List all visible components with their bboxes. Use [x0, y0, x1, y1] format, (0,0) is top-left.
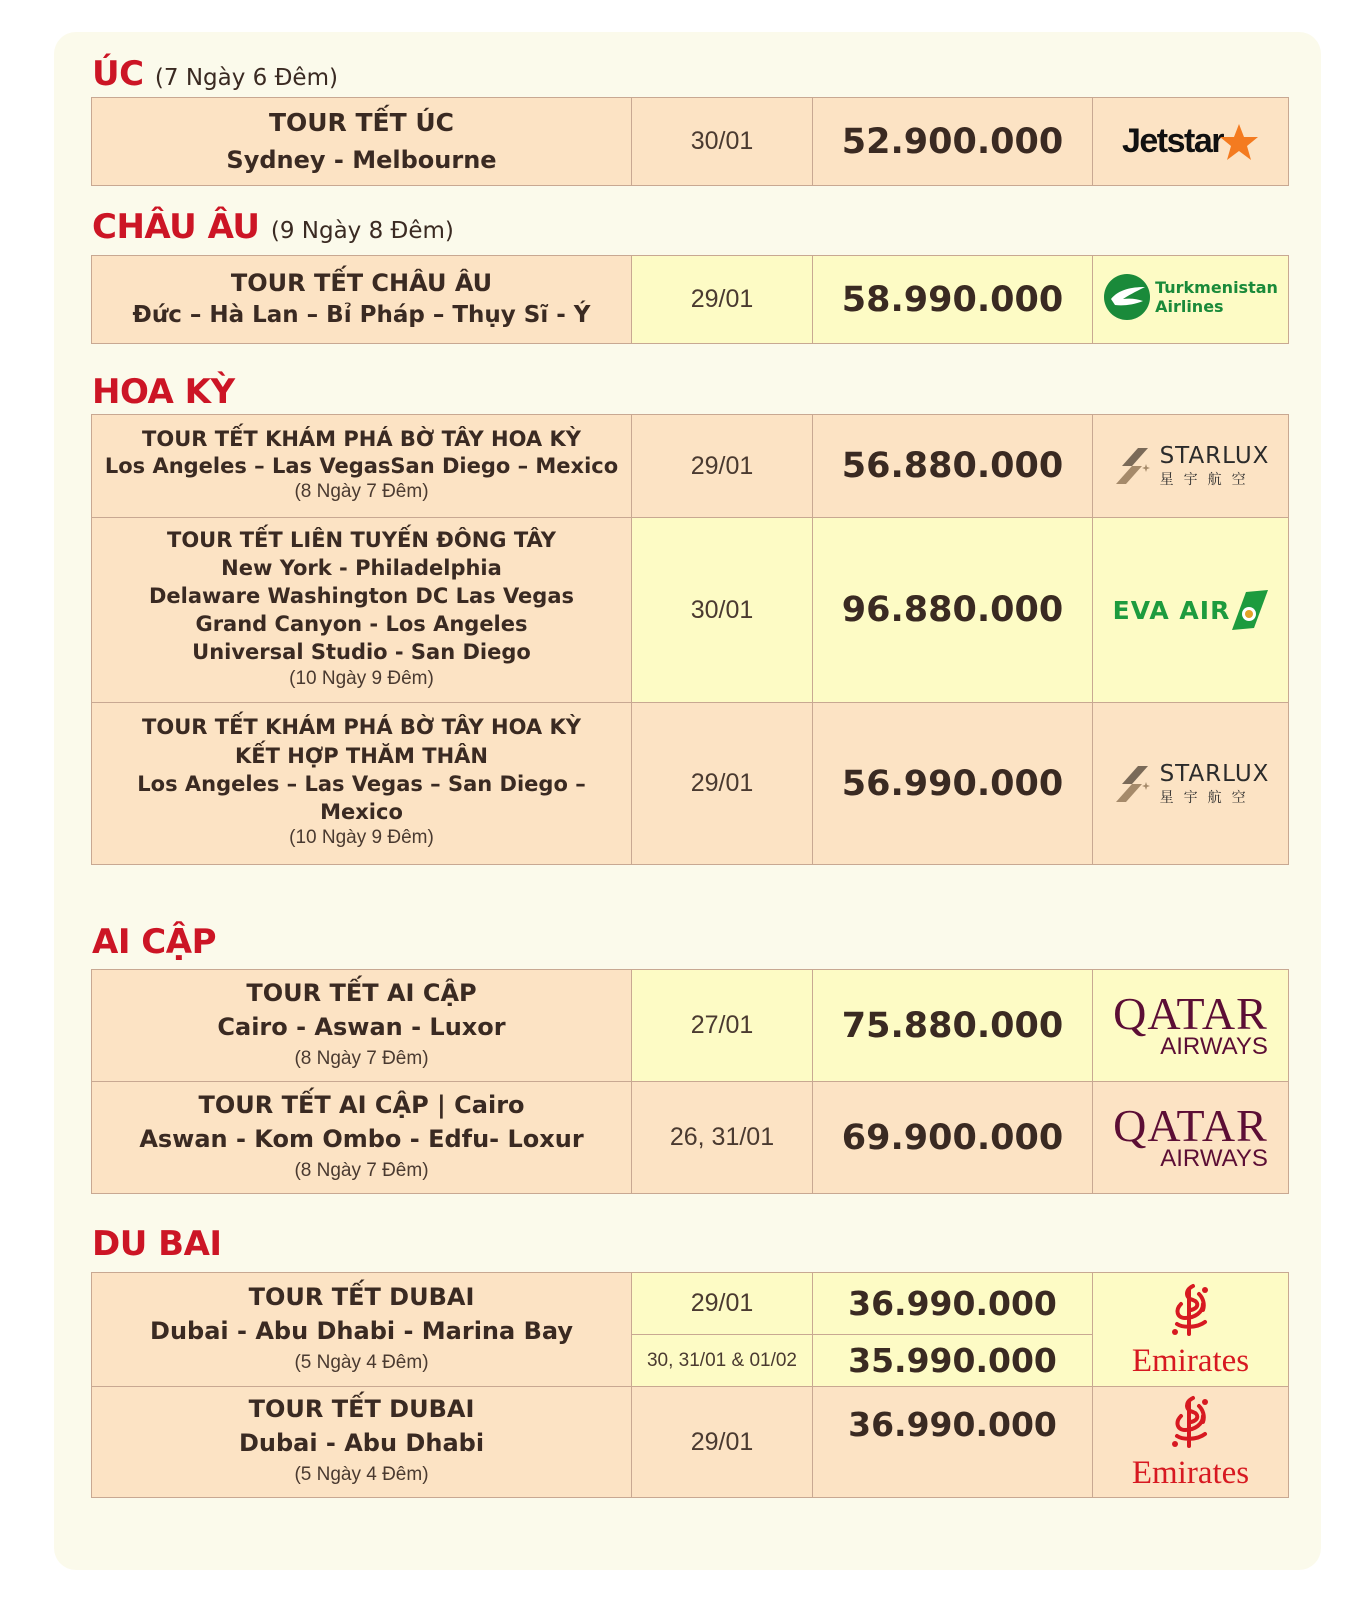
airline-name-cn: 星宇航空	[1159, 471, 1256, 487]
section-duration: (9 Ngày 8 Đêm)	[270, 218, 454, 244]
tour-duration: (5 Ngày 4 Đêm)	[294, 1351, 429, 1373]
tour-duration: (8 Ngày 7 Đêm)	[294, 1047, 429, 1069]
tour-route: Universal Studio - San Diego	[192, 640, 531, 665]
starlux-logo	[1112, 761, 1270, 807]
tour-name-cell	[92, 703, 632, 865]
tour-duration: (5 Ngày 4 Đêm)	[294, 1464, 429, 1485]
airline-name-sub: AIRWAYS	[1160, 1145, 1268, 1173]
section-title-dubai	[92, 1224, 222, 1264]
tour-table-chau-au	[91, 255, 1289, 344]
airline-name: Emirates	[1131, 1455, 1250, 1491]
tour-route: Mexico	[320, 799, 403, 824]
table-row[interactable]	[92, 518, 1289, 703]
airline-logo-cell	[1093, 415, 1289, 518]
tour-route: Dubai - Abu Dhabi	[238, 1429, 485, 1458]
departure-date: 27/01	[632, 970, 813, 1082]
tour-price: 75.880.000	[813, 970, 1093, 1082]
eva-tail-icon	[1232, 590, 1268, 630]
tour-title: TOUR TẾT CHÂU ÂU	[230, 269, 493, 298]
tour-route: Delaware Washington DC Las Vegas	[148, 584, 575, 609]
table-row[interactable]	[92, 1273, 1289, 1335]
tour-duration: (10 Ngày 9 Đêm)	[289, 827, 434, 849]
table-row[interactable]	[92, 1387, 1289, 1498]
tour-table-uc	[91, 97, 1289, 186]
tour-title: TOUR TẾT AI CẬP	[246, 978, 477, 1007]
emirates-calligraphy-icon	[1163, 1394, 1217, 1452]
tour-price: 35.990.000	[813, 1335, 1093, 1387]
tour-table-ai-cap	[91, 969, 1289, 1194]
departure-date: 26, 31/01	[632, 1082, 813, 1194]
airline-name: QATAR	[1113, 1099, 1268, 1151]
tour-price: 52.900.000	[813, 98, 1093, 186]
section-name: CHÂU ÂU	[92, 207, 260, 247]
section-title-ai-cap	[92, 922, 216, 962]
tour-title: TOUR TẾT AI CẬP | Cairo	[198, 1090, 525, 1119]
tour-price: 58.990.000	[813, 256, 1093, 344]
airline-name-line2: Airlines	[1155, 297, 1224, 316]
tour-price: 56.880.000	[813, 415, 1093, 518]
airline-logo-cell	[1093, 518, 1289, 703]
departure-date: 30/01	[632, 98, 813, 186]
airline-name-line1: Turkmenistan	[1155, 277, 1278, 297]
tour-duration: (10 Ngày 9 Đêm)	[289, 667, 434, 689]
emirates-logo	[1132, 1282, 1249, 1378]
airline-name: EVA AIR	[1112, 595, 1231, 625]
tour-duration: (8 Ngày 7 Đêm)	[294, 480, 429, 502]
tour-name-cell	[92, 518, 632, 703]
tour-title: TOUR TẾT DUBAI	[248, 1282, 475, 1311]
airline-logo-cell	[1093, 1387, 1289, 1498]
departure-date: 29/01	[632, 1387, 813, 1498]
tour-title: TOUR TẾT DUBAI	[248, 1395, 475, 1424]
airline-logo-cell	[1093, 1273, 1289, 1387]
tour-title: KẾT HỢP THĂM THÂN	[235, 743, 488, 768]
table-row[interactable]	[92, 256, 1289, 344]
departure-date: 29/01	[632, 703, 813, 865]
tour-route: New York - Philadelphia	[221, 555, 502, 580]
tour-price: 69.900.000	[813, 1082, 1093, 1194]
tour-table-dubai	[91, 1272, 1289, 1498]
tour-name-cell	[92, 256, 632, 344]
tour-route: Los Angeles – Las Vegas – San Diego –	[137, 771, 586, 796]
section-name: DU BAI	[92, 1224, 222, 1264]
section-title-hoa-ky	[92, 372, 235, 412]
tour-route: Los Angeles – Las VegasSan Diego – Mexico	[104, 453, 619, 478]
section-duration: (7 Ngày 6 Đêm)	[154, 65, 338, 91]
airline-name: STARLUX	[1159, 443, 1270, 469]
section-title-chau-au	[92, 207, 454, 247]
airline-logo-cell	[1093, 703, 1289, 865]
departure-date: 29/01	[632, 256, 813, 344]
section-title-uc	[92, 54, 338, 94]
tour-route: Đức – Hà Lan – Bỉ Pháp – Thụy Sĩ - Ý	[132, 302, 591, 329]
departure-date: 30/01	[632, 518, 813, 703]
section-name: HOA KỲ	[92, 372, 235, 412]
tour-name-cell	[92, 970, 632, 1082]
tour-title: TOUR TẾT KHÁM PHÁ BỜ TÂY HOA KỲ	[142, 426, 581, 451]
starlux-logo	[1112, 443, 1270, 489]
tour-price: 36.990.000	[813, 1273, 1093, 1335]
qatar-airways-logo	[1113, 1099, 1268, 1173]
airline-logo-cell	[1093, 256, 1289, 344]
airline-logo-cell	[1093, 970, 1289, 1082]
star-icon	[1219, 122, 1259, 162]
airline-name: STARLUX	[1159, 760, 1270, 787]
tour-title: TOUR TẾT KHÁM PHÁ BỜ TÂY HOA KỲ	[142, 715, 581, 740]
tour-name-cell	[92, 1273, 632, 1387]
table-row[interactable]	[92, 703, 1289, 865]
section-name: AI CẬP	[92, 922, 216, 962]
table-row[interactable]	[92, 1082, 1289, 1194]
tour-route: Aswan - Kom Ombo - Edfu- Loxur	[139, 1124, 584, 1153]
tour-name-cell	[92, 98, 632, 186]
table-row[interactable]	[92, 415, 1289, 518]
departure-date: 30, 31/01 & 01/02	[632, 1335, 813, 1387]
table-row[interactable]	[92, 98, 1289, 186]
departure-date: 29/01	[632, 415, 813, 518]
qatar-airways-logo	[1113, 987, 1268, 1061]
table-row[interactable]	[92, 970, 1289, 1082]
tour-name-cell	[92, 1082, 632, 1194]
tour-title: TOUR TẾT ÚC	[268, 108, 455, 138]
tour-name-cell	[92, 1387, 632, 1498]
tour-route: Sydney - Melbourne	[226, 146, 497, 175]
airline-logo-cell	[1093, 1082, 1289, 1194]
turkmenistan-bird-icon	[1103, 273, 1151, 321]
tour-duration: (8 Ngày 7 Đêm)	[294, 1159, 429, 1181]
tour-title: TOUR TẾT LIÊN TUYẾN ĐÔNG TÂY	[167, 527, 556, 552]
tour-price: 56.990.000	[813, 703, 1093, 865]
section-name: ÚC	[92, 54, 144, 94]
airline-name: Jetstar	[1121, 122, 1223, 160]
tour-route: Grand Canyon - Los Angeles	[195, 612, 528, 637]
airline-name-cn: 星宇航空	[1159, 788, 1256, 805]
emirates-calligraphy-icon	[1163, 1282, 1217, 1340]
tour-price: 96.880.000	[813, 518, 1093, 703]
airline-name-sub: AIRWAYS	[1160, 1033, 1268, 1061]
departure-date: 29/01	[632, 1273, 813, 1335]
tour-price: 36.990.000	[813, 1387, 1093, 1498]
tour-name-cell	[92, 415, 632, 518]
tour-route: Cairo - Aswan - Luxor	[217, 1012, 506, 1041]
tour-route: Dubai - Abu Dhabi - Marina Bay	[150, 1316, 573, 1345]
eva-air-logo	[1113, 590, 1269, 630]
emirates-logo	[1132, 1394, 1249, 1490]
turkmenistan-logo	[1103, 273, 1278, 321]
airline-name: Emirates	[1131, 1342, 1250, 1379]
airline-logo-cell	[1093, 98, 1289, 186]
starlux-wing-icon	[1112, 448, 1152, 484]
tour-table-hoa-ky	[91, 414, 1289, 865]
airline-name: QATAR	[1113, 987, 1268, 1039]
jetstar-logo	[1122, 122, 1259, 162]
starlux-wing-icon	[1112, 766, 1152, 802]
